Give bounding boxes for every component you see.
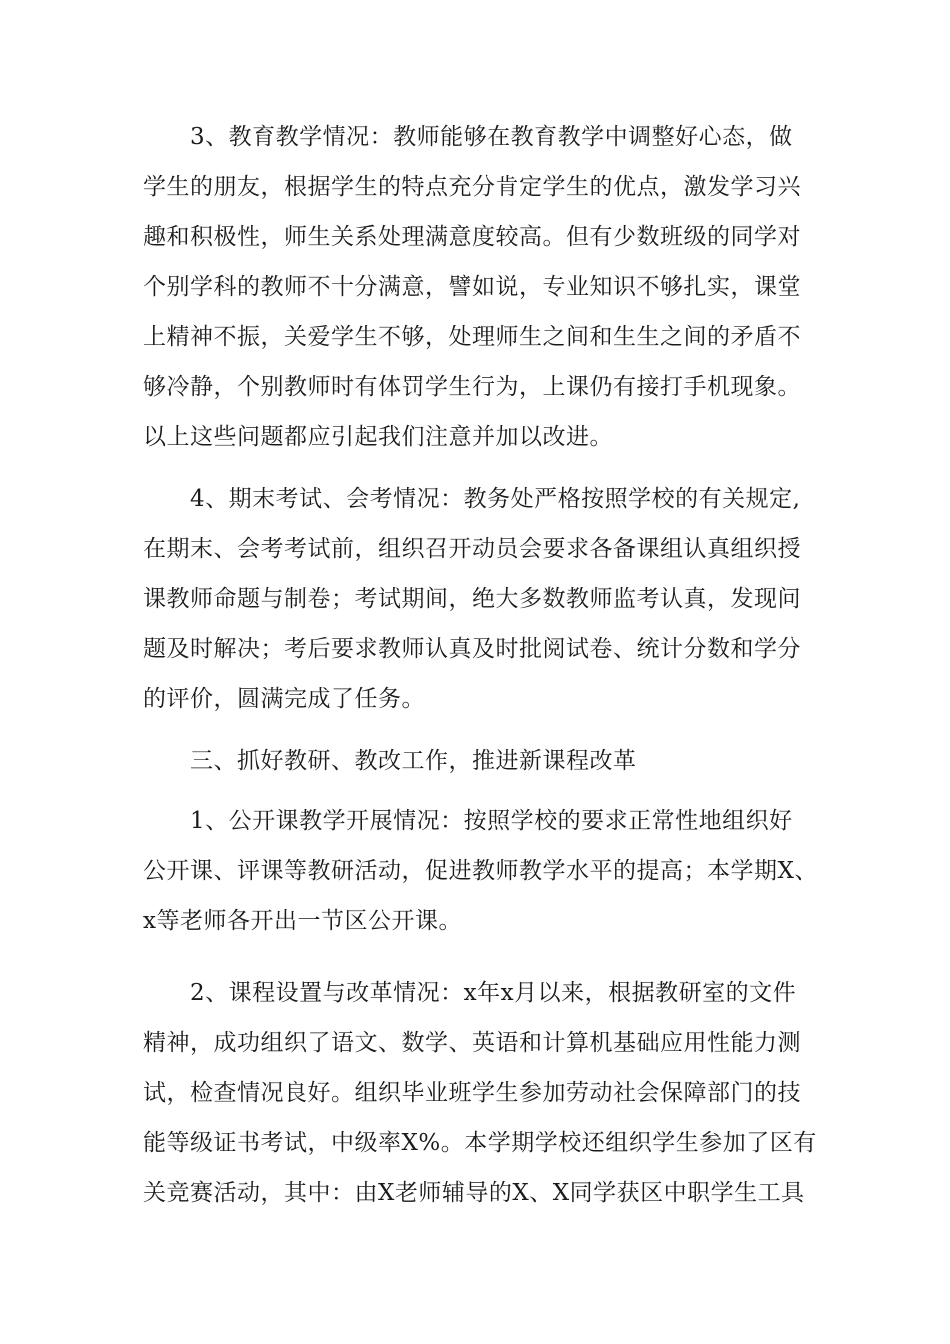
paragraph-2-line-4: 题及时解决；考后要求教师认真及时批阅试卷、统计分数和学分 — [143, 636, 801, 662]
paragraph-5-line-1: 2、课程设置与改革情况：x年x月以来，根据教研室的文件 — [190, 980, 797, 1006]
paragraph-5-line-4: 能等级证书考试，中级率X%。本学期学校还组织学生参加了区有 — [143, 1130, 817, 1156]
paragraph-2-line-1: 4、期末考试、会考情况：教务处严格按照学校的有关规定, — [190, 486, 801, 512]
paragraph-4-line-3: x等老师各开出一节区公开课。 — [143, 908, 462, 934]
paragraph-1-line-2: 学生的朋友，根据学生的特点充分肯定学生的优点，激发学习兴 — [143, 174, 801, 200]
paragraph-1-line-6: 够冷静，个别教师时有体罚学生行为，上课仍有接打手机现象。 — [143, 374, 801, 400]
section-heading: 三、抓好教研、教改工作，推进新课程改革 — [190, 748, 637, 774]
paragraph-1-line-1: 3、教育教学情况：教师能够在教育教学中调整好心态，做 — [190, 124, 793, 150]
paragraph-2-line-2: 在期末、会考考试前，组织召开动员会要求各备课组认真组织授 — [143, 536, 801, 562]
paragraph-1-line-5: 上精神不振，关爱学生不够，处理师生之间和生生之间的矛盾不 — [143, 324, 801, 350]
paragraph-5-line-5: 关竞赛活动，其中：由X老师辅导的X、X同学获区中职学生工具 — [143, 1180, 805, 1206]
paragraph-1-line-3: 趣和积极性，师生关系处理满意度较高。但有少数班级的同学对 — [143, 224, 801, 250]
paragraph-5-line-2: 精神，成功组织了语文、数学、英语和计算机基础应用性能力测 — [143, 1030, 801, 1056]
paragraph-1-line-7: 以上这些问题都应引起我们注意并加以改进。 — [143, 424, 613, 450]
paragraph-1-line-4: 个别学科的教师不十分满意，譬如说，专业知识不够扎实，课堂 — [143, 274, 801, 300]
paragraph-4-line-1: 1、公开课教学开展情况：按照学校的要求正常性地组织好 — [190, 808, 793, 834]
paragraph-4-line-2: 公开课、评课等教研活动，促进教师教学水平的提高；本学期X、 — [143, 858, 818, 884]
paragraph-5-line-3: 试，检查情况良好。组织毕业班学生参加劳动社会保障部门的技 — [143, 1080, 801, 1106]
paragraph-2-line-3: 课教师命题与制卷；考试期间，绝大多数教师监考认真，发现问 — [143, 586, 801, 612]
paragraph-2-line-5: 的评价，圆满完成了任务。 — [143, 686, 425, 712]
